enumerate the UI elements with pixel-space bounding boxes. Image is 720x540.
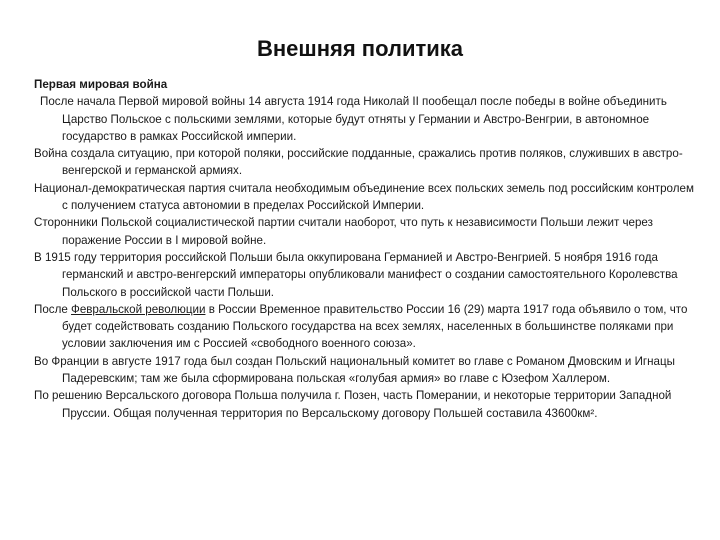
slide-title: Внешняя политика (256, 36, 464, 61)
paragraph-2: Война создала ситуацию, при которой поляки, российские подданные, сражались против поляков, служивших в австро-венгерской и германской армиях. (34, 147, 683, 178)
paragraph-3: Национал-демократическая партия считала необходимым объединение всех польских земель под российским контролем с получением статуса автономии в пределах Российской Империи. (34, 181, 694, 213)
paragraph-4: Сторонники Польской социалистической партии считали наоборот, что путь к независимости Польши лежит через поражение России в I мировой войне. (34, 216, 653, 247)
february-revolution-link[interactable]: Февральской революции (71, 302, 206, 316)
paragraph-6 (34, 301, 694, 353)
paragraph-5: В 1915 году территория российской Польши была оккупирована Германией и Австро-Венгрией. 5 ноября 1916 года германский и австро-венгерский императоры опубликовали манифест о создании самостоятельного Королевства Польского в российской части Польши. (34, 250, 678, 299)
paragraph-7: Во Франции в августе 1917 года был создан Польский национальный комитет во главе с Романом Дмовским и Игнацы Падеревским; там же была сформирована польская «голубая армия» во главе с Юзефом Халлером. (34, 354, 675, 386)
slide-content (34, 76, 694, 422)
paragraph-1: После начала Первой мировой войны 14 августа 1914 года Николай II пообещал после победы в войне объединить Царство Польское с польскими землями, которые будут отняты у Германии и Австро-Венгрии, в автономное государство в рамках Российской империи. (40, 95, 667, 143)
paragraph-8: По решению Версальского договора Польша получила г. Позен, часть Померании, и некоторые территории Западной Пруссии. Общая полученная территория по Версальскому договору Польшей составила 43600км². (34, 389, 672, 420)
paragraph-6-start: После (34, 302, 72, 316)
section-subheading: Первая мировая война (34, 78, 168, 91)
paragraph-6-end: в России Временное правительство России 16 (29) марта 1917 года объявило о том, что будет содействовать созданию Польского государства на всех землях, населенных в большинстве поляками при условии заключения им с Россией «свободного военного союза». (62, 302, 688, 351)
